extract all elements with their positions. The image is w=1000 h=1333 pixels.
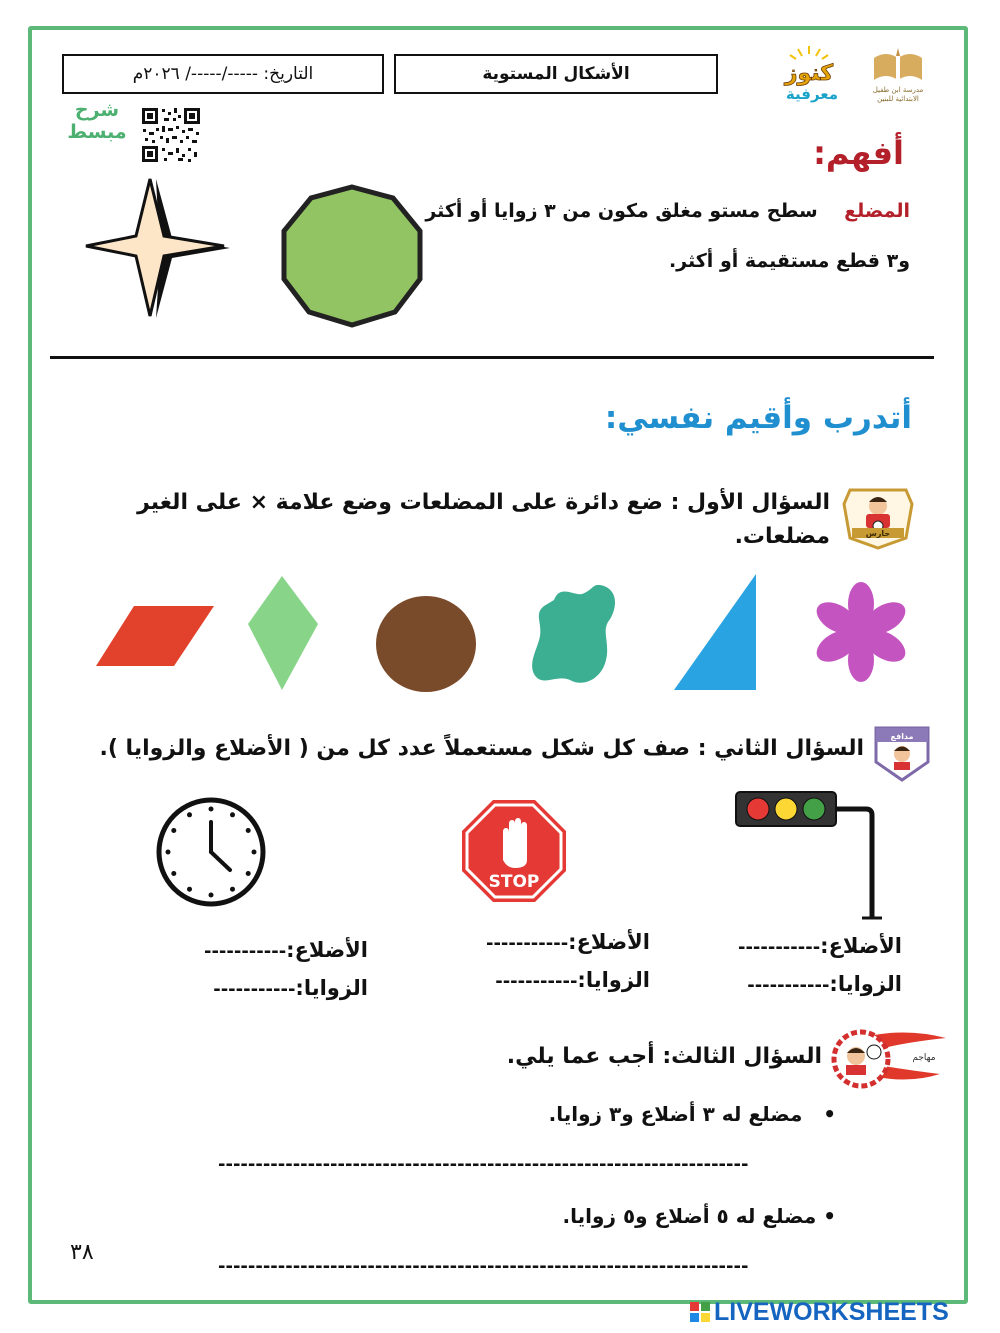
goalkeeper-badge (838, 484, 918, 550)
section-divider (50, 356, 934, 359)
school-logo-text-1: مدرسة ابن طفيل (872, 86, 924, 94)
stop-sides-label: الأضلاع:----------- (485, 930, 650, 954)
brand-logo-word-2: معرفية (785, 85, 839, 103)
traffic-sides-label: الأضلاع:----------- (737, 934, 902, 958)
topic-title: الأشكال المستوية (482, 64, 630, 84)
circle-shape[interactable] (374, 594, 478, 694)
qr-code[interactable] (140, 106, 202, 164)
brand-logo-word-1: كنوز (784, 61, 834, 86)
stop-angles-label: الزوايا:----------- (495, 968, 650, 992)
topic-title-box (394, 54, 718, 94)
clock-sides-label: الأضلاع:----------- (203, 938, 368, 962)
kite-shape[interactable] (246, 574, 320, 692)
question-3-item1-text: مضلع له ٣ أضلاع و٣ زوايا. (548, 1102, 803, 1126)
stop-sign-text: STOP (488, 872, 540, 892)
clock-angles-blank: ----------- (213, 979, 296, 1000)
clock-angles-label: الزوايا:----------- (213, 976, 368, 1000)
flower-shape[interactable] (814, 582, 908, 682)
liveworksheets-text: LIVEWORKSHEETS (714, 1297, 949, 1326)
striker-badge-text: مهاجم (912, 1053, 936, 1063)
traffic-light-shape (732, 788, 882, 928)
question-2-text: السؤال الثاني : صف كل شكل مستعملاً عدد كل من ( الأضلاع والزوايا ). (99, 736, 864, 761)
traffic-angles-blank: ----------- (747, 975, 830, 996)
qr-caption-line1: شرح (74, 99, 120, 121)
brand-logo (760, 44, 858, 104)
definition-text-1: سطح مستو مغلق مكون من ٣ زوايا أو أكثر (425, 200, 818, 222)
clock-sides-blank: ----------- (203, 941, 287, 962)
goalkeeper-badge-text: حارس (865, 529, 891, 538)
date-box (62, 54, 384, 94)
school-logo-text-2: الابتدائية للبنين (877, 95, 919, 103)
practice-heading: أتدرب وأقيم نفسي: (604, 400, 912, 436)
defender-badge (870, 722, 934, 784)
bullet-2: • (816, 1204, 836, 1228)
question-3-item2 (563, 1204, 836, 1228)
parallelogram-shape[interactable] (94, 604, 216, 668)
stop-sign-shape (460, 798, 568, 904)
traffic-sides-blank: ----------- (737, 937, 821, 958)
question-3-item1 (549, 1102, 836, 1126)
bullet-1: • (802, 1102, 836, 1126)
irregular-blob-shape[interactable] (530, 582, 620, 690)
question-1-line1: السؤال الأول : ضع دائرة على المضلعات وضع علامة × على الغير (137, 490, 830, 515)
question-1-line2: مضلعات. (734, 524, 830, 550)
stop-angles-blank: ----------- (495, 971, 578, 992)
qr-caption (62, 100, 132, 144)
answer-line-1[interactable]: ----------------------------------------------------------------------- (218, 1154, 749, 1175)
definition-line2: و٣ قطع مستقيمة أو أكثر. (668, 250, 910, 272)
qr-caption-line2: مبسط (67, 120, 127, 143)
definition-term: المضلع (844, 200, 910, 222)
date-text: التاريخ: -----/-----/ ٢٠٢٦م (132, 64, 314, 84)
understand-heading: أفهم: (813, 134, 904, 172)
clock-shape (154, 796, 268, 908)
question-3-text: السؤال الثالث: أجب عما يلي. (506, 1044, 822, 1069)
traffic-angles-label: الزوايا:----------- (747, 972, 902, 996)
definition-line1 (425, 200, 910, 222)
liveworksheets-logo-icon (690, 1302, 710, 1322)
question-1-text (130, 486, 830, 554)
answer-line-2[interactable]: ----------------------------------------------------------------------- (218, 1256, 749, 1277)
school-logo (866, 46, 930, 104)
right-triangle-shape[interactable] (672, 572, 760, 692)
question-3-item2-text: مضلع له ٥ أضلاع و٥ زوايا. (562, 1204, 817, 1228)
liveworksheets-brand[interactable] (690, 1297, 990, 1327)
page-number: ٣٨ (70, 1240, 94, 1265)
four-point-star-shape (84, 176, 234, 322)
decagon-shape (278, 184, 426, 328)
defender-badge-text: مدافع (890, 732, 914, 741)
stop-sides-blank: ----------- (485, 933, 569, 954)
striker-badge (828, 1026, 948, 1092)
